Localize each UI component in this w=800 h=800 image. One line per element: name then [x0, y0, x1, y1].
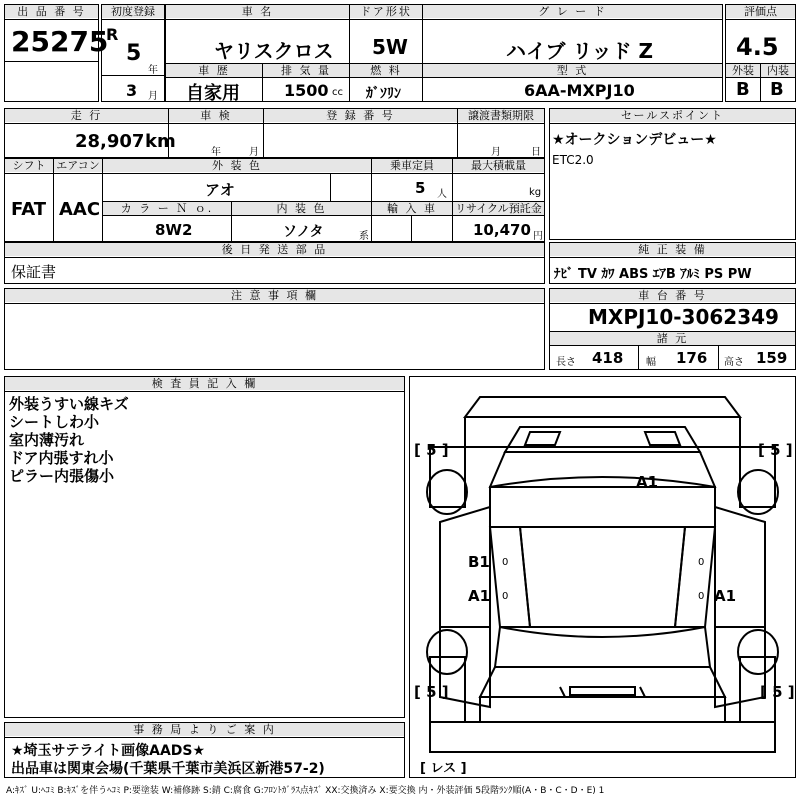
- lot-number-cell: [4, 4, 109, 102]
- exterior-score-label: 外装: [726, 64, 760, 77]
- lot-number-label: 出 品 番 号: [5, 5, 98, 18]
- mileage-label: 走 行: [5, 109, 168, 122]
- transfer-month-unit: 月: [491, 147, 501, 158]
- max-load-label: 最大積載量: [453, 159, 544, 172]
- inspector-cell: [4, 376, 405, 718]
- fuel: ｶﾞｿﾘﾝ: [366, 86, 401, 102]
- inspector-label: 検 査 員 記 入 欄: [5, 377, 404, 390]
- length-label: 長さ: [556, 357, 576, 368]
- right-rear-door-mark: A1: [714, 587, 737, 605]
- history-label: 車 歴: [166, 64, 262, 77]
- score-overall: 4.5: [736, 33, 779, 61]
- import-label: 輸 入 車: [372, 202, 452, 215]
- left-rear-door-mark: A1: [468, 587, 491, 605]
- sales-point-2: ETC2.0: [552, 153, 594, 167]
- damage-diagram: [409, 376, 796, 778]
- inspection-month-unit: 月: [249, 147, 259, 158]
- mileage-row: [4, 108, 545, 158]
- ext-color-label: 外 装 色: [103, 159, 371, 172]
- tire-front-left-mark: [ 5 ]: [414, 441, 449, 459]
- ext-color: アオ: [205, 181, 235, 199]
- first-reg-year: 5: [126, 41, 142, 66]
- zero-mark-2: 0: [502, 591, 509, 602]
- displacement-unit: cc: [332, 87, 343, 98]
- car-name: ヤリスクロス: [214, 39, 334, 63]
- tire-front-right-mark: [ 5 ]: [758, 441, 793, 459]
- inspector-note: 室内薄汚れ: [9, 431, 85, 449]
- inspector-note: ドア内張すれ小: [9, 449, 114, 467]
- office-note-1: ★埼玉サテライト画像AADS★: [11, 743, 206, 759]
- height-label: 高さ: [724, 357, 744, 368]
- score-cell: [725, 4, 796, 102]
- zero-mark-4: 0: [698, 591, 705, 602]
- specs-label: 諸 元: [550, 332, 795, 345]
- genuine-label: 純 正 装 備: [550, 243, 795, 256]
- inspector-note: ピラー内張傷小: [9, 467, 115, 485]
- inspection-year-unit: 年: [211, 147, 221, 158]
- capacity: 5: [415, 179, 426, 197]
- exterior-score: B: [736, 79, 750, 100]
- interior-score-label: 内装: [761, 64, 795, 77]
- score-label: 評価点: [726, 5, 795, 18]
- width-value: 176: [676, 349, 708, 367]
- length-value: 418: [592, 349, 624, 367]
- zero-mark-3: 0: [698, 557, 705, 568]
- lot-number: 25275: [11, 25, 109, 58]
- reg-no-label: 登 録 番 号: [264, 109, 457, 122]
- later-parts-cell: [4, 242, 545, 284]
- door-type-label: ドア形状: [350, 5, 422, 18]
- office-note-2: 出品車は関東会場(千葉県千葉市美浜区新港57-2): [11, 761, 325, 777]
- fuel-label: 燃 料: [350, 64, 422, 77]
- recycle: 10,470: [473, 221, 531, 239]
- first-reg-year-unit: 年: [148, 65, 158, 76]
- int-color: ソノタ: [283, 224, 324, 240]
- door-type: 5W: [372, 35, 408, 59]
- spec-row: [4, 158, 545, 242]
- inspector-note: 外装うすい線キズ: [9, 395, 129, 413]
- roof-damage-mark: A1: [636, 473, 659, 491]
- aircon: AAC: [59, 199, 101, 220]
- capacity-unit: 人: [437, 189, 447, 200]
- displacement-label: 排 気 量: [263, 64, 349, 77]
- displacement: 1500: [284, 81, 329, 100]
- notes-label: 注 意 事 項 欄: [5, 289, 544, 302]
- inspection-label: 車 検: [169, 109, 263, 122]
- zero-mark-1: 0: [502, 557, 509, 568]
- first-reg-cell: [101, 4, 165, 102]
- sales-point-label: セールスポイント: [550, 109, 795, 122]
- mileage-unit: km: [145, 131, 176, 152]
- color-no-label: カ ラ ー Ｎ ｏ.: [103, 202, 231, 215]
- later-parts: 保証書: [11, 263, 57, 281]
- width-label: 幅: [646, 357, 656, 368]
- genuine-cell: [549, 242, 796, 284]
- grade-label: グ レ ー ド: [423, 5, 722, 18]
- chassis-cell: [549, 288, 796, 370]
- car-name-label: 車 名: [166, 5, 349, 18]
- aircon-label: エアコン: [54, 159, 102, 172]
- left-front-door-mark: B1: [468, 553, 490, 571]
- first-reg-month-unit: 月: [148, 91, 158, 102]
- legend: A:ｷｽﾞ U:ﾍｺﾐ B:ｷｽﾞを伴うﾍｺﾐ P:要塗装 W:補修跡 S:錆 C:腐食 G:ﾌﾛﾝﾄｶﾞﾗｽ点ｷｽﾞ XX:交換済み X:要交換 内・外装評価 5段階ﾗﾝｸ順(A・B・C・D・E) 1: [6, 786, 605, 796]
- inspector-notes: [9, 395, 129, 485]
- color-no: 8W2: [155, 221, 193, 239]
- sales-point-1: ★オークションデビュー★: [552, 132, 717, 148]
- transfer-deadline-label: 譲渡書類期限: [458, 109, 544, 122]
- int-color-label: 内 装 色: [232, 202, 371, 215]
- genuine-equipment: ﾅﾋﾞ TV ｶﾜ ABS ｴｱB ｱﾙﾐ PS PW: [554, 267, 752, 282]
- history: 自家用: [186, 83, 240, 104]
- height-value: 159: [756, 349, 788, 367]
- first-reg-label: 初度登録: [102, 5, 164, 18]
- shift: FAT: [11, 199, 47, 220]
- grade: ハイブ リッド Z: [506, 39, 654, 63]
- chassis-number: MXPJ10-3062349: [588, 305, 779, 329]
- office-label: 事 務 局 よ り ご 案 内: [5, 723, 404, 736]
- first-reg-month: 3: [126, 81, 138, 100]
- interior-score: B: [770, 79, 784, 100]
- later-parts-label: 後 日 発 送 部 品: [5, 243, 544, 256]
- model: 6AA-MXPJ10: [524, 81, 635, 100]
- model-label: 型 式: [423, 64, 722, 77]
- notes-cell: [4, 288, 545, 370]
- sales-point-cell: [549, 108, 796, 240]
- transfer-day-unit: 日: [531, 147, 541, 158]
- spare-tire-mark: [ レス ]: [420, 761, 467, 776]
- max-load-unit: kg: [529, 187, 542, 198]
- tire-rear-left-mark: [ 5 ]: [414, 683, 449, 701]
- capacity-label: 乗車定員: [372, 159, 452, 172]
- inspector-note: シートしわ小: [9, 413, 100, 431]
- shift-label: シフト: [5, 159, 53, 172]
- int-color-unit: 系: [359, 231, 369, 242]
- car-outline-diagram: [410, 377, 795, 777]
- tire-rear-right-mark: [ 5 ]: [760, 683, 795, 701]
- mileage: 28,907: [75, 131, 145, 152]
- office-cell: [4, 722, 405, 778]
- car-info-cell: [165, 4, 723, 102]
- first-reg-era: R: [106, 25, 119, 44]
- recycle-label: リサイクル預託金: [453, 202, 544, 215]
- chassis-label: 車 台 番 号: [550, 289, 795, 302]
- recycle-unit: 円: [533, 231, 543, 242]
